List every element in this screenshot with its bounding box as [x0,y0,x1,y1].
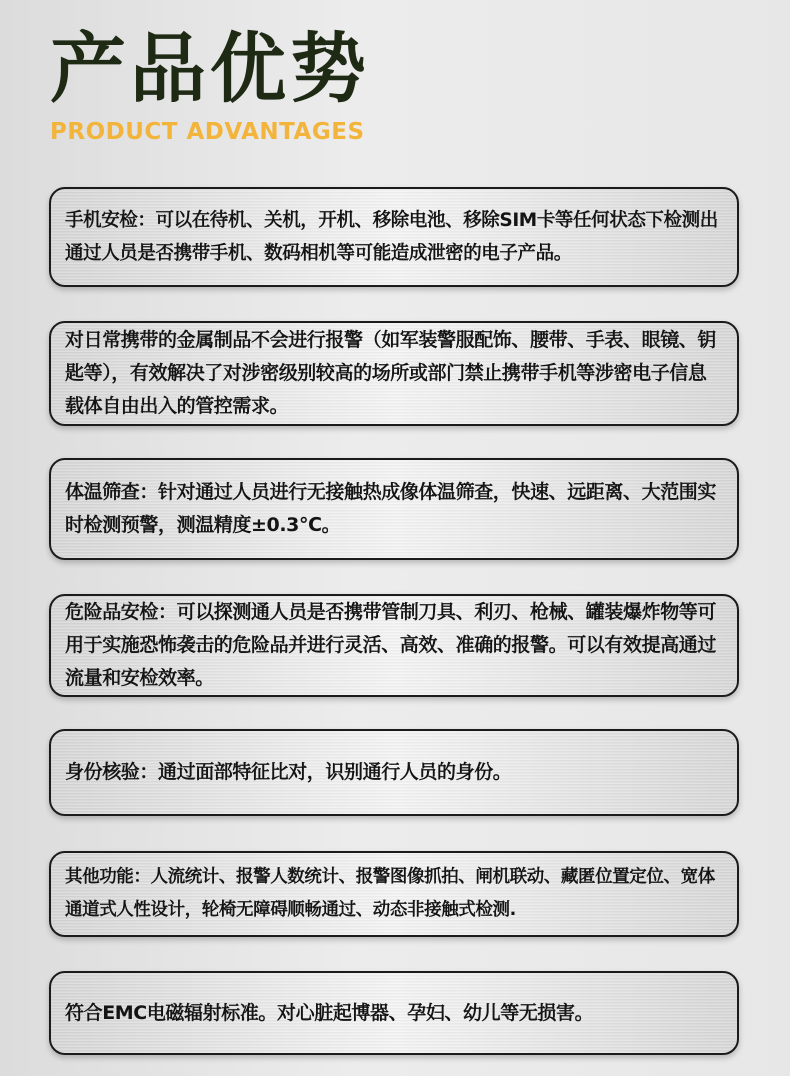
feature-text: 符合EMC电磁辐射标准。对心脏起博器、孕妇、幼儿等无损害。 [65,1001,594,1024]
page-subtitle: PRODUCT ADVANTAGES [50,119,365,145]
page-title: 产品优势 [50,24,370,113]
feature-text: 手机安检：可以在待机、关机，开机、移除电池、移除SIM卡等任何状态下检测出通过人员是否携带手机、数码相机等可能造成泄密的电子产品。 [65,210,718,264]
feature-text: 身份核验：通过面部特征比对，识别通行人员的身份。 [65,761,512,783]
feature-card-identity [49,729,739,816]
feature-card-dangerous-goods [49,594,739,697]
feature-card-metal-items [49,321,739,426]
feature-card-temperature [49,458,739,560]
header [50,24,370,146]
feature-card-other-functions [49,851,739,937]
feature-card-phone-detection [49,187,739,287]
feature-text: 对日常携带的金属制品不会进行报警（如军装警服配饰、腰带、手表、眼镜、钥匙等），有效解决了对涉密级别较高的场所或部门禁止携带手机等涉密电子信息载体自由出入的管控需求。 [65,329,717,417]
feature-text: 体温筛查：针对通过人员进行无接触热成像体温筛查，快速、远距离、大范围实时检测预警，测温精度±0.3℃。 [65,481,717,536]
feature-text: 危险品安检：可以探测通人员是否携带管制刀具、利刃、枪械、罐装爆炸物等可用于实施恐怖袭击的危险品并进行灵活、高效、准确的报警。可以有效提高通过流量和安检效率。 [65,601,717,689]
feature-text: 其他功能：人流统计、报警人数统计、报警图像抓拍、闸机联动、藏匿位置定位、宽体通道式人性设计，轮椅无障碍顺畅通过、动态非接触式检测. [65,867,715,920]
feature-card-emc-standard [49,971,739,1055]
